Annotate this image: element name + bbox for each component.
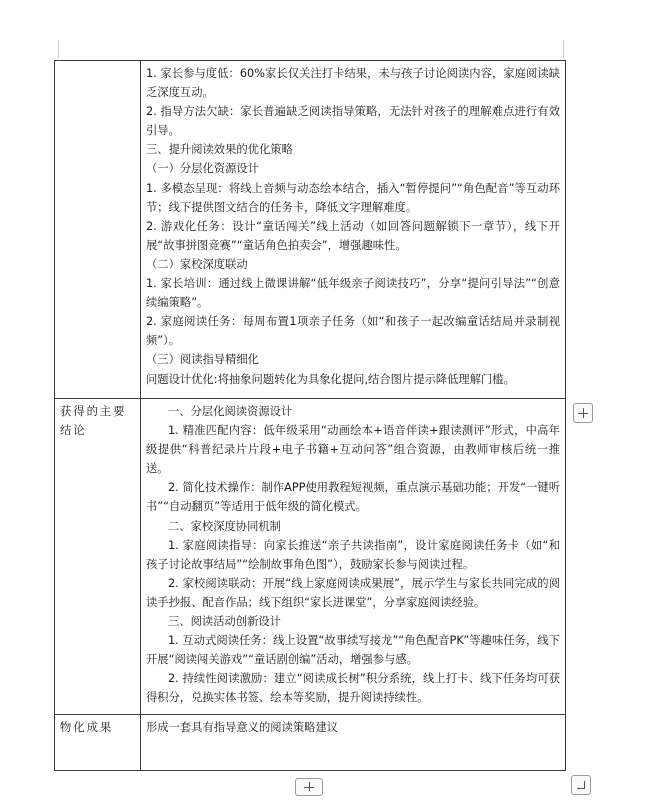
paragraph: （二）家校深度联动 [146, 257, 248, 271]
row-content-conclusions[interactable] [141, 399, 566, 715]
add-row-button[interactable] [295, 778, 323, 796]
paragraph: 1. 多模态呈现：将线上音频与动态绘本结合，插入“暂停提问”“角色配音”等互动环节；线下提供图文结合的任务卡，降低文字理解难度。 [146, 181, 560, 214]
row-label-conclusions: 获得的主要结论 [55, 399, 141, 715]
table-row-outcomes [55, 715, 566, 771]
paragraph: （三）阅读指导精细化 [146, 353, 259, 367]
paragraph: 2. 家庭阅读任务：每周布置1项亲子任务（如“和孩子一起改编童话结局并录制视频”）。 [146, 315, 560, 348]
paragraph: 一、分层化阅读资源设计 [168, 405, 293, 418]
row-content-strategies[interactable] [141, 61, 566, 399]
document-table [54, 60, 566, 771]
paragraph: 2. 简化技术操作：制作APP使用教程短视频，重点演示基础功能；开发“一键听书”“自动翻页”等适用于低年级的简化模式。 [146, 481, 560, 514]
page-mark-left [58, 40, 59, 58]
row-label-empty [55, 61, 141, 399]
paragraph: 1. 家长培训：通过线上微课讲解“低年级亲子阅读技巧”，分享“提问引导法”“创意续编策略”。 [146, 277, 560, 310]
paragraph: 三、提升阅读效果的优化策略 [146, 143, 293, 157]
add-column-button[interactable] [573, 403, 593, 423]
table-resize-handle[interactable] [571, 775, 591, 795]
page-corner-marks [58, 40, 564, 58]
paragraph: （一）分层化资源设计 [146, 162, 259, 176]
page-mark-right [563, 40, 564, 58]
paragraph: 二、家校深度协同机制 [168, 519, 281, 533]
paragraph: 2. 指导方法欠缺：家长普遍缺乏阅读指导策略，无法针对孩子的理解难点进行有效引导。 [146, 105, 560, 138]
paragraph: 三、阅读活动创新设计 [168, 615, 281, 629]
table-row-continued [55, 61, 566, 399]
row-content-outcomes[interactable] [141, 715, 566, 771]
table-row-conclusions [55, 399, 566, 715]
row-label-outcomes: 物化成果 [55, 715, 141, 771]
paragraph: 2. 游戏化任务：设计“童话闯关”线上活动（如回答问题解锁下一章节），线下开展“故事拼图竞赛”“童话角色拍卖会”，增强趣味性。 [146, 219, 560, 252]
paragraph: 问题设计优化:将抽象问题转化为具象化提问,结合图片提示降低理解门槛。 [146, 372, 515, 386]
paragraph: 1. 精准匹配内容：低年级采用“动画绘本+语音伴读+跟读测评”形式，中高年级提供“科普纪录片片段+电子书籍+互动问答”组合资源，由教师审核后统一推送。 [146, 424, 560, 476]
paragraph: 1. 互动式阅读任务：线上设置“故事续写接龙”“角色配音PK”等趣味任务，线下开展“阅读闯关游戏”“童话剧创编”活动，增强参与感。 [146, 634, 560, 667]
paragraph: 1. 家长参与度低：60%家长仅关注打卡结果，未与孩子讨论阅读内容，家庭阅读缺乏深度互动。 [146, 67, 560, 100]
paragraph: 形成一套具有指导意义的阅读策略建议 [146, 721, 339, 734]
paragraph: 2. 持续性阅读激励：建立“阅读成长树”积分系统，线上打卡、线下任务均可获得积分，兑换实体书签、绘本等奖励，提升阅读持续性。 [146, 672, 560, 705]
paragraph: 1. 家庭阅读指导：向家长推送“亲子共读指南”，设计家庭阅读任务卡（如“和孩子讨论故事结局”“绘制故事角色图”），鼓励家长参与阅读过程。 [146, 538, 560, 571]
paragraph: 2. 家校阅读联动：开展“线上家庭阅读成果展”，展示学生与家长共同完成的阅读手抄报、配音作品；线下组织“家长进课堂”，分享家庭阅读经验。 [146, 576, 560, 609]
